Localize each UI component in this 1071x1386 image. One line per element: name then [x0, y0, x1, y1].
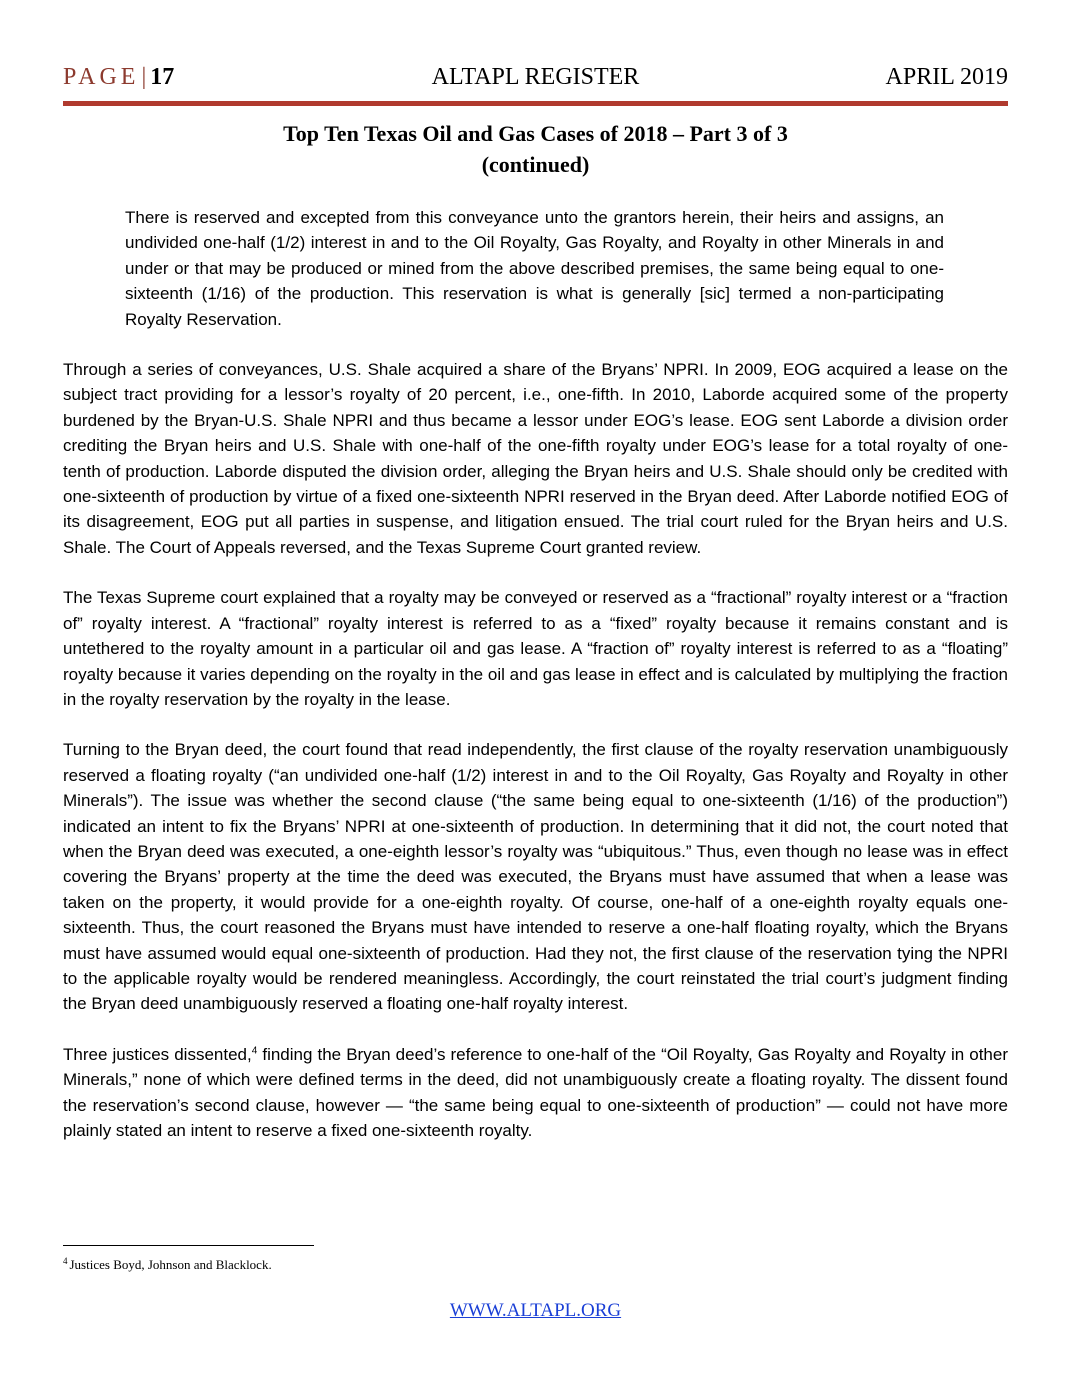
- paragraph-text: finding the Bryan deed’s reference to one-half of the “Oil Royalty, Gas Royalty and Royalty in other Minerals,” none of which were defined terms in the deed, did not unambiguously create a floating royalty. The dissent found the reservation’s second clause, however — “the same being equal to one-sixteenth of production” — could not have more plainly stated an intent to reserve a fixed one-sixteenth royalty.: [63, 1044, 1008, 1140]
- issue-date: APRIL 2019: [885, 64, 1008, 90]
- paragraph: Through a series of conveyances, U.S. Shale acquired a share of the Bryans’ NPRI. In 2009, EOG acquired a lease on the subject tract providing for a lessor’s royalty of 20 percent, i.e., one-fifth. In 2010, Laborde acquired some of the property burdened by the Bryan-U.S. Shale NPRI and thus became a lessor under EOG’s lease. EOG sent Laborde a division order crediting the Bryan heirs and U.S. Shale with one-half of the one-fifth royalty under EOG’s lease for a total royalty of one-tenth of production. Laborde disputed the division order, alleging the Bryan heirs and U.S. Shale should only be credited with one-sixteenth of production by virtue of a fixed one-sixteenth NPRI reserved in the Bryan deed. After Laborde notified EOG of its disagreement, EOG put all parties in suspense, and litigation ensued. The trial court ruled for the Bryan heirs and U.S. Shale. The Court of Appeals reversed, and the Texas Supreme Court granted review.: [63, 360, 1008, 557]
- page-separator: |: [141, 64, 147, 90]
- block-quote: There is reserved and excepted from this conveyance unto the grantors herein, their heirs and assigns, an undivided one-half (1/2) interest in and to the Oil Royalty, Gas Royalty, and Royalty in other Minerals in and under or that may be produced or mined from the above described premises, the same being equal to one-sixteenth (1/16) of the production. This reservation is what is generally [sic] termed a non-participating Royalty Reservation.: [125, 208, 944, 329]
- article-body: [63, 205, 1008, 1168]
- footnote: [63, 1257, 272, 1273]
- article-title-continued: (continued): [481, 152, 590, 177]
- footnote-reference[interactable]: 4: [251, 1045, 258, 1057]
- header-rule: [63, 101, 1008, 106]
- footnote-text: Justices Boyd, Johnson and Blacklock.: [69, 1257, 272, 1272]
- paragraph: The Texas Supreme court explained that a royalty may be conveyed or reserved as a “fractional” royalty interest or a “fraction of” royalty interest. A “fractional” royalty interest is referred to as a “fixed” royalty because it remains constant and is untethered to the royalty amount in a particular oil and gas lease. A “fraction of” royalty interest is referred to as a “floating” royalty because it varies depending on the royalty in the oil and gas lease in effect and is calculated by multiplying the fraction in the royalty reservation by the royalty in the lease.: [63, 588, 1008, 709]
- publication-title: ALTAPL REGISTER: [431, 64, 640, 90]
- paragraph-text: Three justices dissented,: [63, 1044, 252, 1064]
- page-number: 17: [150, 64, 175, 90]
- website-link[interactable]: WWW.ALTAPL.ORG: [449, 1300, 622, 1321]
- paragraph: Turning to the Bryan deed, the court found that read independently, the first clause of the royalty reservation unambiguously reserved a floating royalty (“an undivided one-half (1/2) interest in and to the Oil Royalty, Gas Royalty and Royalty in other Minerals”). The issue was whether the second clause (“the same being equal to one-sixteenth (1/16) of the production”) indicated an intent to fix the Bryans’ NPRI at one-sixteenth of production. In determining that it did not, the court noted that when the Bryan deed was executed, a one-eighth lessor’s royalty was “ubiquitous.” Thus, even though no lease was in effect covering the Bryans’ property at the time the deed was executed, the Bryans must have assumed that when a lease was taken on the property, it would provide for a one-eighth royalty. Of course, one-half of a one-eighth royalty equals one-sixteenth. Thus, the court reasoned the Bryans must have intended to reserve a one-half floating royalty, which the Bryans must have assumed would equal one-sixteenth of production. Had they not, the first clause of the reservation tying the NPRI to the applicable royalty would be rendered meaningless. Accordingly, the court reinstated the trial court’s judgment finding the Bryan deed unambiguously reserved a floating one-half royalty interest.: [63, 740, 1008, 1014]
- article-title: [63, 118, 1008, 180]
- footnote-number: 4: [63, 1255, 68, 1266]
- footnote-rule: [63, 1245, 314, 1246]
- paragraph: [63, 1042, 1008, 1144]
- footer: [0, 1300, 1071, 1322]
- page-label-text: PAGE: [63, 64, 140, 90]
- article-title-line: Top Ten Texas Oil and Gas Cases of 2018 – Part 3 of 3: [283, 121, 788, 146]
- page-header: [63, 64, 1008, 96]
